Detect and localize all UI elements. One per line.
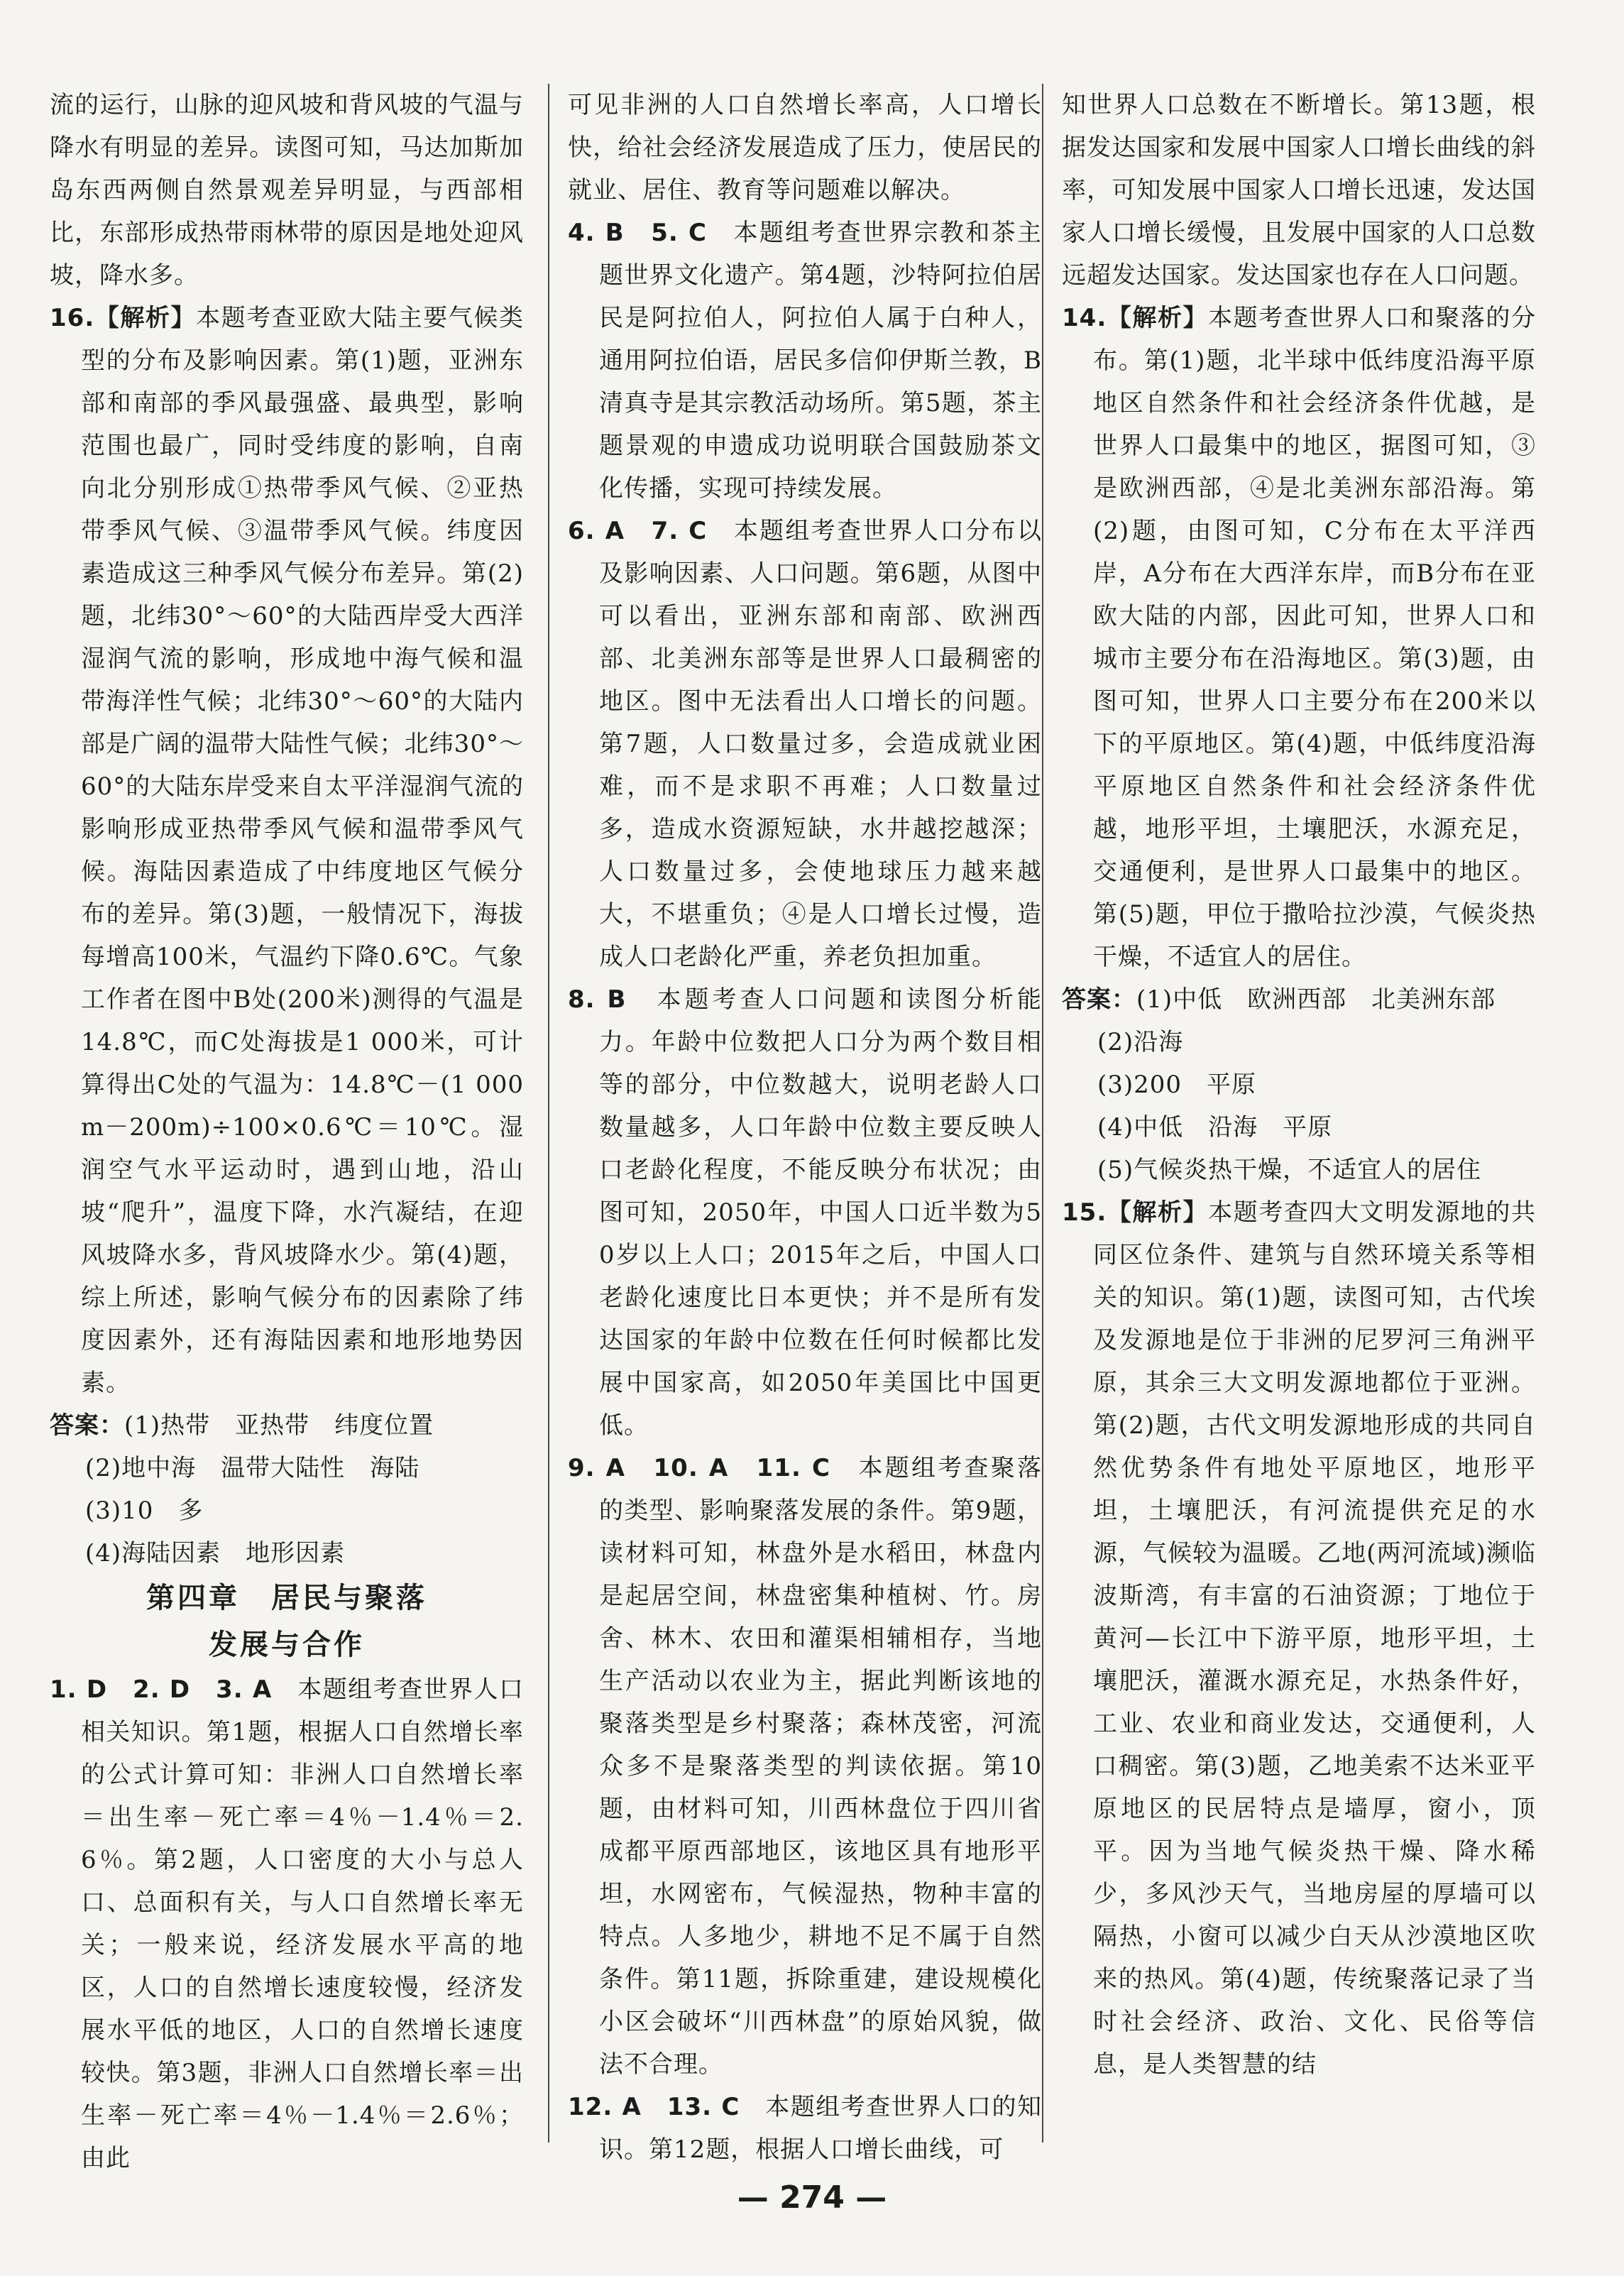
item-text: 本题组考查世界人口分布以及影响因素、人口问题。第6题，从图中可以看出，亚洲东部和南部、欧洲西部、北美洲东部等是世界人口最稠密的地区。图中无法看出人口增长的问题。第7题，人口数量过多，会造成就业困难，而不是求职不再难；人口数量过多，造成水资源短缺，水井越挖越深；人口数量过多，会使地球压力越来越大，不堪重负；④是人口增长过慢，造成人口老龄化严重，养老负担加重。 — [599, 517, 1043, 971]
chapter-heading: 第四章 居民与聚落 — [146, 1582, 427, 1614]
question-number: 8. B — [568, 985, 627, 1014]
answer-line: (2)沿海 — [1097, 1028, 1184, 1056]
column-rule-1 — [548, 84, 549, 2143]
item-text: 本题组考查世界宗教和茶主题世界文化遗产。第4题，沙特阿拉伯居民是阿拉伯人，阿拉伯人属于白种人，通用阿拉伯语，居民多信仰伊斯兰教，B清真寺是其宗教活动场所。第5题，茶主题景观的申遗成功说明联合国鼓励茶文化传播，实现可持续发展。 — [599, 219, 1042, 503]
question-number: 12. A 13. C — [568, 2093, 740, 2121]
item-text: (1)热带 亚热带 纬度位置 — [124, 1411, 434, 1440]
answer-block — [50, 1404, 524, 1447]
question-number: 15.【解析】 — [1062, 1198, 1209, 1227]
column-rule-2 — [1042, 84, 1043, 2143]
question-number: 16.【解析】 — [50, 304, 197, 332]
item-text: 本题组考查世界人口的知识。第12题，根据人口增长曲线，可 — [599, 2093, 1043, 2164]
answer-line: (2)地中海 温带大陆性 海陆 — [85, 1454, 420, 1482]
continued-paragraph: 可见非洲的人口自然增长率高，人口增长快，给社会经济发展造成了压力，使居民的就业、居住、教育等问题难以解决。 — [568, 91, 1042, 204]
question-number: 1. D 2. D 3. A — [50, 1675, 273, 1704]
answer-line: (4)海陆因素 地形因素 — [85, 1539, 346, 1568]
item-text: 本题考查四大文明发源地的共同区位条件、建筑与自然环境关系等相关的知识。第(1)题，读图可知，古代埃及发源地是位于非洲的尼罗河三角洲平原，其余三大文明发源地都位于亚洲。第(2)题，古代文明发源地形成的共同自然优势条件有地处平原地区，地形平坦，土壤肥沃，有河流提供充足的水源，气候较为温暖。乙地(两河流域)濒临波斯湾，有丰富的石油资源；丁地位于黄河—长江中下游平原，地形平坦，土壤肥沃，灌溉水源充足，水热条件好，工业、农业和商业发达，交通便利，人口稠密。第(3)题，乙地美索不达米亚平原地区的民居特点是墙厚，窗小，顶平。因为当地气候炎热干燥、降水稀少，多风沙天气，当地房屋的厚墙可以隔热，小窗可以减少白天从沙漠地区吹来的热风。第(4)题，传统聚落记录了当时社会经济、政治、文化、民俗等信息，是人类智慧的结 — [1093, 1198, 1537, 2079]
question-number: 4. B 5. C — [568, 219, 707, 247]
question-item — [50, 297, 524, 1404]
continued-paragraph: 流的运行，山脉的迎风坡和背风坡的气温与降水有明显的差异。读图可知，马达加斯加岛东西两侧自然景观差异明显，与西部相比，东部形成热带雨林带的原因是地处迎风坡，降水多。 — [50, 91, 524, 290]
item-text: 本题考查世界人口和聚落的分布。第(1)题，北半球中低纬度沿海平原地区自然条件和社会经济条件优越，是世界人口最集中的地区，据图可知，③是欧洲西部，④是北美洲东部沿海。第(2)题，由图可知，C分布在太平洋西岸，A分布在大西洋东岸，而B分布在亚欧大陆的内部，因此可知，世界人口和城市主要分布在沿海地区。第(3)题，由图可知，世界人口主要分布在200米以下的平原地区。第(4)题，中低纬度沿海平原地区自然条件和社会经济条件优越，地形平坦，土壤肥沃，水源充足，交通便利，是世界人口最集中的地区。第(5)题，甲位于撒哈拉沙漠，气候炎热干燥，不适宜人的居住。 — [1093, 304, 1537, 971]
column-middle — [568, 84, 1042, 2171]
answer-line: (4)中低 沿海 平原 — [1097, 1113, 1333, 1142]
page-number: — 274 — — [737, 2179, 887, 2216]
answer-block — [1062, 978, 1536, 1021]
question-item — [50, 1668, 524, 2179]
column-left — [50, 84, 524, 2179]
continued-paragraph: 知世界人口总数在不断增长。第13题，根据发达国家和发展中国家人口增长曲线的斜率，可知发展中国家人口增长迅速，发达国家人口增长缓慢，且发展中国家的人口总数远超发达国家。发达国家也存在人口问题。 — [1062, 91, 1536, 290]
question-item — [568, 2086, 1042, 2171]
item-text: 本题组考查世界人口相关知识。第1题，根据人口自然增长率的公式计算可知：非洲人口自然增长率＝出生率－死亡率＝4％－1.4％＝2.6％。第2题，人口密度的大小与总人口、总面积有关，与人口自然增长率无关；一般来说，经济发展水平高的地区，人口的自然增长速度较慢，经济发展水平低的地区，人口的自然增长速度较快。第3题，非洲人口自然增长率＝出生率－死亡率＝4％－1.4％＝2.6％；由此 — [81, 1675, 525, 2172]
item-text: 本题组考查聚落的类型、影响聚落发展的条件。第9题，读材料可知，林盘外是水稻田，林盘内是起居空间，林盘密集种植树、竹。房舍、林木、农田和灌渠相辅相存，当地生产活动以农业为主，据此判断该地的聚落类型是乡村聚落；森林茂密，河流众多不是聚落类型的判读依据。第10题，由材料可知，川西林盘位于四川省成都平原西部地区，该地区具有地形平坦，水网密布，气候湿热，物种丰富的特点。人多地少，耕地不足不属于自然条件。第11题，拆除重建，建设规模化小区会破坏“川西林盘”的原始风貌，做法不合理。 — [599, 1454, 1043, 2079]
question-item — [568, 1447, 1042, 2086]
answer-line: (3)10 多 — [85, 1497, 204, 1525]
column-right — [1062, 84, 1536, 2086]
answer-label: 答案： — [1062, 985, 1136, 1014]
answer-label: 答案： — [50, 1411, 124, 1440]
answer-line: (5)气候炎热干燥，不适宜人的居住 — [1097, 1156, 1482, 1184]
answer-line: (3)200 平原 — [1097, 1071, 1257, 1099]
question-number: 9. A 10. A 11. C — [568, 1454, 830, 1482]
question-number: 14.【解析】 — [1062, 304, 1209, 332]
item-text: 本题考查人口问题和读图分析能力。年龄中位数把人口分为两个数目相等的部分，中位数越大，说明老龄人口数量越多，人口年龄中位数主要反映人口老龄化程度，不能反映分布状况；由图可知，2050年，中国人口近半数为50岁以上人口；2015年之后，中国人口老龄化速度比日本更快；并不是所有发达国家的年龄中位数在任何时候都比发展中国家高，如2050年美国比中国更低。 — [599, 985, 1043, 1440]
question-number: 6. A 7. C — [568, 517, 708, 545]
item-text: 本题考查亚欧大陆主要气候类型的分布及影响因素。第(1)题，亚洲东部和南部的季风最强盛、最典型，影响范围也最广，同时受纬度的影响，自南向北分别形成①热带季风气候、②亚热带季风气候、③温带季风气候。纬度因素造成这三种季风气候分布差异。第(2)题，北纬30°～60°的大陆西岸受大西洋湿润气流的影响，形成地中海气候和温带海洋性气候；北纬30°～60°的大陆内部是广阔的温带大陆性气候；北纬30°～60°的大陆东岸受来自太平洋湿润气流的影响形成亚热带季风气候和温带季风气候。海陆因素造成了中纬度地区气候分布的差异。第(3)题，一般情况下，海拔每增高100米，气温约下降0.6℃。气象工作者在图中B处(200米)测得的气温是14.8℃，而C处海拔是1 000米，可计算得出C处的气温为：14.8℃－(1 000m－200m)÷100×0.6℃＝10℃。湿润空气水平运动时，遇到山地，沿山坡“爬升”，温度下降，水汽凝结，在迎风坡降水多，背风坡降水少。第(4)题，综上所述，影响气候分布的因素除了纬度因素外，还有海陆因素和地形地势因素。 — [81, 304, 525, 1397]
item-text: (1)中低 欧洲西部 北美洲东部 — [1136, 985, 1496, 1014]
question-item — [1062, 297, 1536, 978]
chapter-heading: 发展与合作 — [209, 1629, 365, 1661]
question-item — [1062, 1191, 1536, 2086]
question-item — [568, 212, 1042, 510]
question-item — [568, 510, 1042, 978]
question-item — [568, 978, 1042, 1447]
